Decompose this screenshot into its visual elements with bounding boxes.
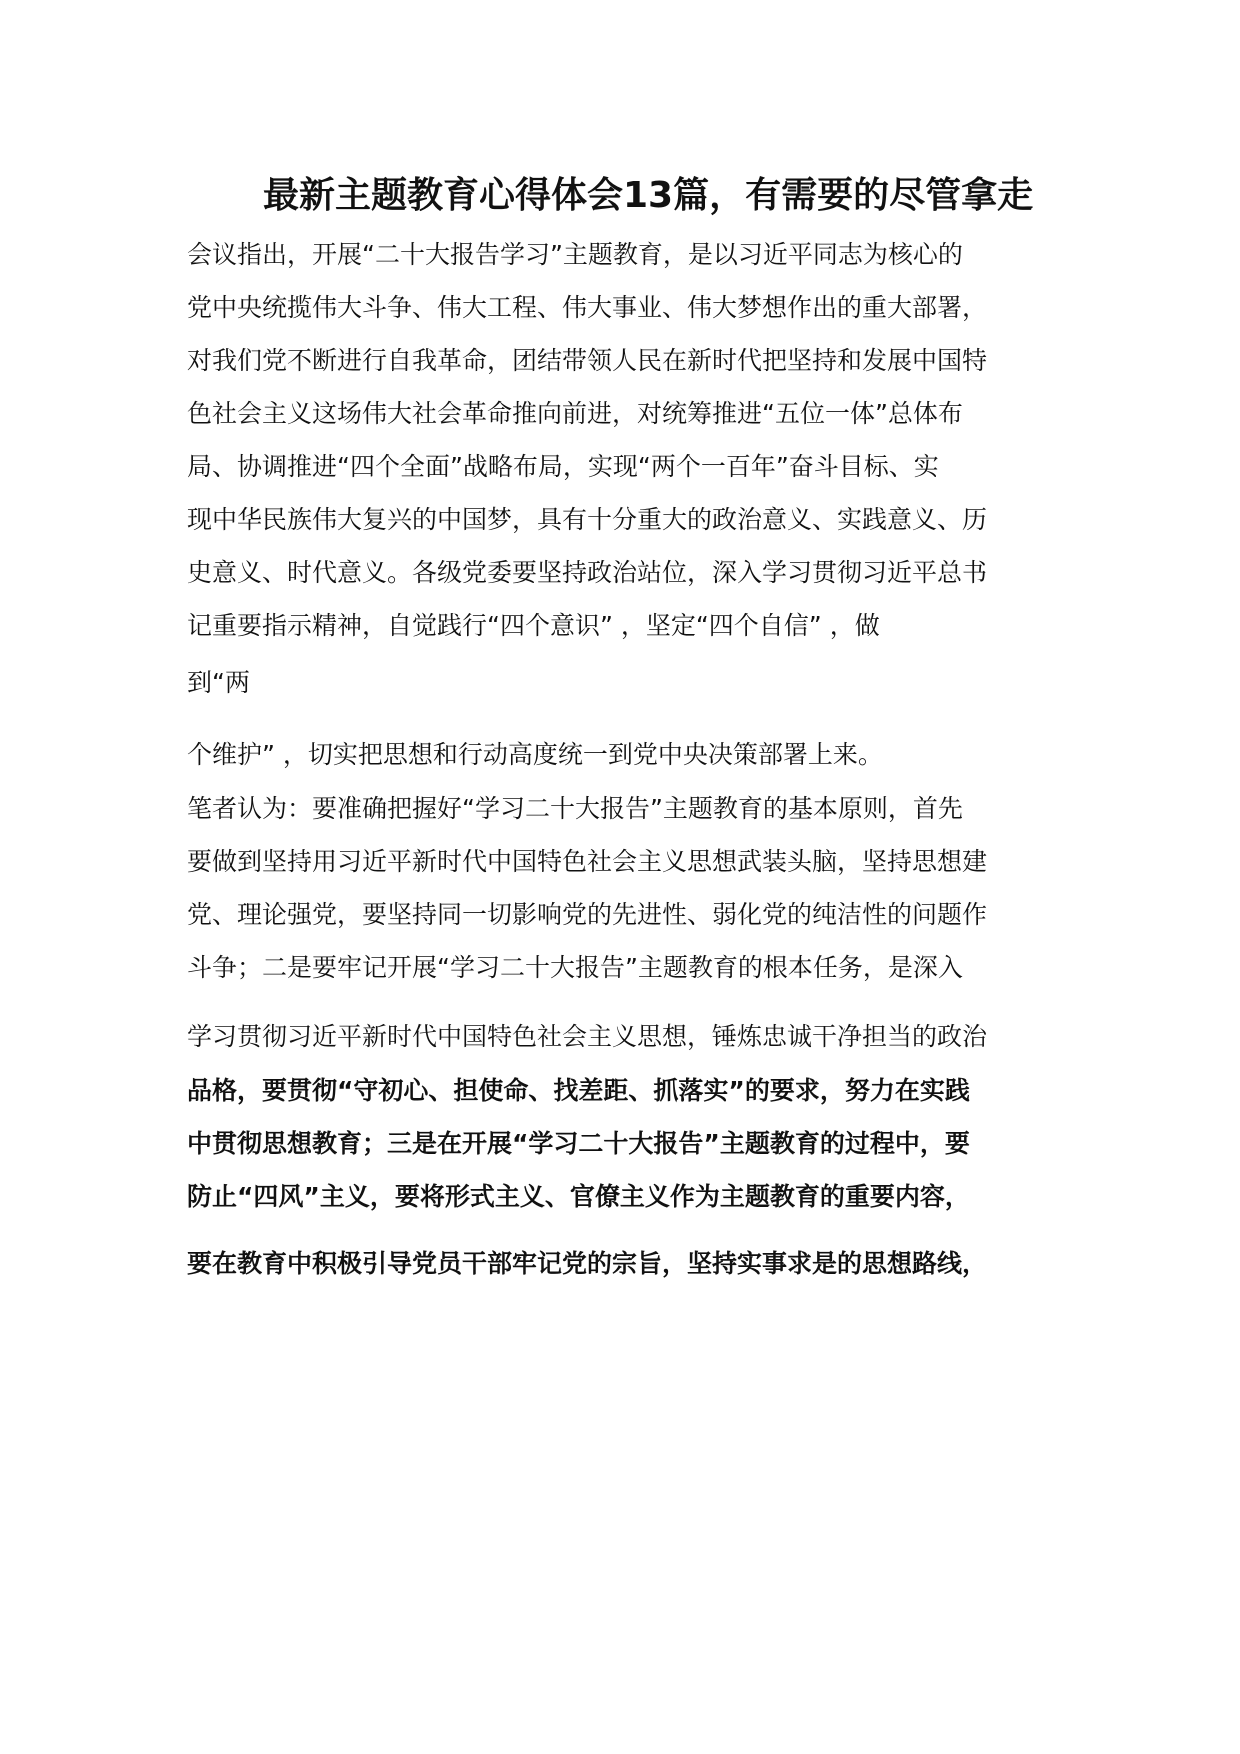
body-line-bold: 品格，要贯彻“守初心、担使命、找差距、抓落实”的要求，努力在实践 xyxy=(187,1076,970,1105)
body-line-bold: 中贯彻思想教育；三是在开展“学习二十大报告”主题教育的过程中，要 xyxy=(187,1129,970,1158)
body-line: 党、理论强党，要坚持同一切影响党的先进性、弱化党的纯洁性的问题作 xyxy=(187,900,988,929)
body-line-bold: 防止“四风”主义，要将形式主义、官僚主义作为主题教育的重要内容， xyxy=(187,1182,970,1211)
body-line: 斗争；二是要牢记开展“学习二十大报告”主题教育的根本任务，是深入 xyxy=(187,953,963,982)
body-line-bold: 要在教育中积极引导党员干部牢记党的宗旨，坚持实事求是的思想路线， xyxy=(187,1249,988,1278)
body-line: 党中央统揽伟大斗争、伟大工程、伟大事业、伟大梦想作出的重大部署， xyxy=(187,293,988,322)
document-title: 最新主题教育心得体会13篇，有需要的尽管拿走 xyxy=(263,175,1034,216)
body-line: 到“两 xyxy=(187,668,250,697)
body-line: 要做到坚持用习近平新时代中国特色社会主义思想武装头脑，坚持思想建 xyxy=(187,847,988,876)
body-line: 史意义、时代意义。各级党委要坚持政治站位，深入学习贯彻习近平总书 xyxy=(187,558,988,587)
body-line: 个维护” ，切实把思想和行动高度统一到党中央决策部署上来。 xyxy=(187,740,883,769)
body-line: 现中华民族伟大复兴的中国梦，具有十分重大的政治意义、实践意义、历 xyxy=(187,505,988,534)
body-line: 局、协调推进“四个全面”战略布局，实现“两个一百年”奋斗目标、实 xyxy=(187,452,939,481)
body-line: 色社会主义这场伟大社会革命推向前进，对统筹推进“五位一体”总体布 xyxy=(187,399,963,428)
body-line: 笔者认为：要准确把握好“学习二十大报告”主题教育的基本原则，首先 xyxy=(187,794,963,823)
body-line: 对我们党不断进行自我革命，团结带领人民在新时代把坚持和发展中国特 xyxy=(187,346,988,375)
body-line: 学习贯彻习近平新时代中国特色社会主义思想，锤炼忠诚干净担当的政治 xyxy=(187,1022,988,1051)
body-line: 会议指出，开展“二十大报告学习”主题教育，是以习近平同志为核心的 xyxy=(187,240,963,269)
body-line: 记重要指示精神，自觉践行“四个意识” ，坚定“四个自信” ，做 xyxy=(187,611,880,640)
